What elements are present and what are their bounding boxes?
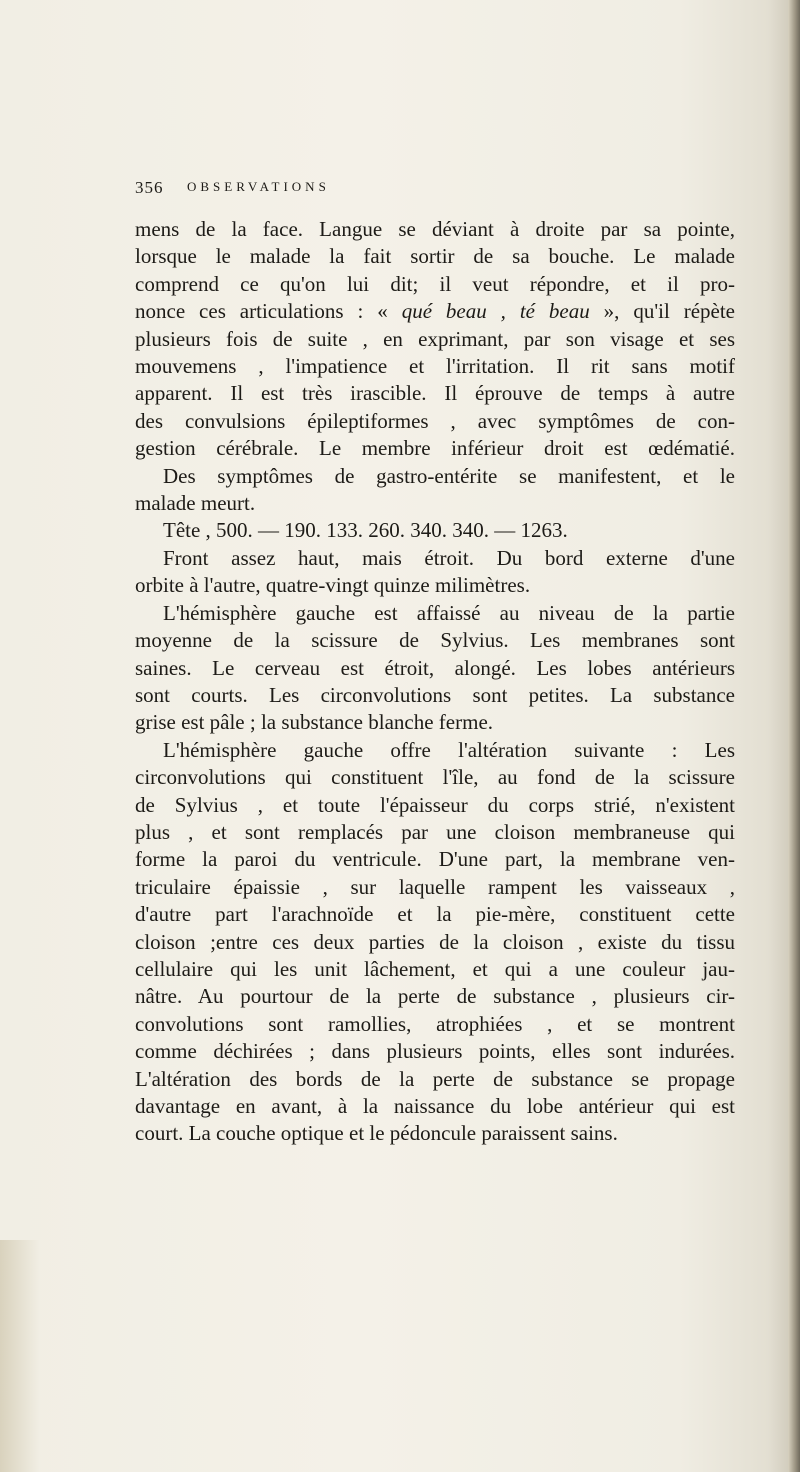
text-line: triculaire épaissie , sur laquelle rampent les vaisseaux ,: [135, 874, 735, 899]
text-line: forme la paroi du ventricule. D'une part, la membrane ven-: [135, 847, 735, 872]
text-line: cellulaire qui les unit lâchement, et qui a une couleur jau-: [135, 956, 735, 981]
text-line: L'hémisphère gauche est affaissé au niveau de la partie: [163, 600, 735, 625]
text-line: davantage en avant, à la naissance du lobe antérieur qui est: [135, 1094, 735, 1118]
text-line: d'autre part l'arachnoïde et la pie-mère, constituent cette: [135, 902, 735, 927]
page-header: [135, 178, 735, 202]
text-line: plus , et sont remplacés par une cloison membraneuse qui: [135, 819, 735, 844]
page-number: 356: [135, 178, 164, 197]
text-line: [135, 298, 735, 325]
text-line: cloison ;entre ces deux parties de la cloison , existe du tissu: [135, 929, 735, 954]
text-line: sont courts. Les circonvolutions sont petites. La substance: [135, 682, 735, 707]
text-line: saines. Le cerveau est étroit, alongé. Les lobes antérieurs: [135, 655, 735, 680]
italic-quote: qué beau , té beau: [401, 299, 590, 324]
text-line: des convulsions épileptiformes , avec symptômes de con-: [135, 408, 735, 433]
measurements-line: Tête , 500. — 190. 133. 260. 340. 340. — 1263.: [163, 518, 568, 543]
text-line: grise est pâle ; la substance blanche ferme.: [135, 710, 494, 735]
text-line: moyenne de la scissure de Sylvius. Les membranes sont: [135, 628, 735, 653]
text-line: L'hémisphère gauche offre l'altération suivante : Les: [163, 737, 735, 762]
text-line: de Sylvius , et toute l'épaisseur du corps strié, n'existent: [135, 792, 735, 817]
text-line: mens de la face. Langue se déviant à droite par sa pointe,: [135, 217, 735, 241]
running-head: OBSERVATIONS: [187, 179, 330, 194]
text-line: Front assez haut, mais étroit. Du bord externe d'une: [163, 545, 735, 570]
text-line: mouvemens , l'impatience et l'irritation. Il rit sans motif: [135, 354, 735, 379]
page-edge-shadow: [788, 0, 800, 1472]
text-segment: », qu'il répète: [589, 299, 735, 324]
text-line: convolutions sont ramollies, atrophiées , et se montrent: [135, 1011, 735, 1036]
text-line: circonvolutions qui constituent l'île, au fond de la scissure: [135, 765, 735, 790]
text-line: plusieurs fois de suite , en exprimant, par son visage et ses: [135, 326, 735, 351]
text-line: lorsque le malade la fait sortir de sa bouche. Le malade: [135, 244, 735, 269]
page-stain: [0, 1240, 40, 1472]
text-segment: nonce ces articulations : «: [135, 299, 402, 324]
text-line: malade meurt.: [135, 491, 256, 516]
text-line: orbite à l'autre, quatre-vingt quinze milimètres.: [135, 573, 531, 598]
body-text: [135, 216, 735, 1148]
text-line: gestion cérébrale. Le membre inférieur droit est œdématié.: [135, 436, 735, 461]
text-line: court. La couche optique et le pédoncule paraissent sains.: [135, 1121, 618, 1146]
text-line: comprend ce qu'on lui dit; il veut répondre, et il pro-: [135, 271, 735, 296]
text-line: L'altération des bords de la perte de substance se propage: [135, 1066, 735, 1091]
text-line: Des symptômes de gastro-entérite se manifestent, et le: [163, 463, 735, 488]
text-line: comme déchirées ; dans plusieurs points, elles sont indurées.: [135, 1039, 735, 1064]
text-line: apparent. Il est très irascible. Il éprouve de temps à autre: [135, 381, 735, 406]
text-line: nâtre. Au pourtour de la perte de substance , plusieurs cir-: [135, 984, 735, 1009]
